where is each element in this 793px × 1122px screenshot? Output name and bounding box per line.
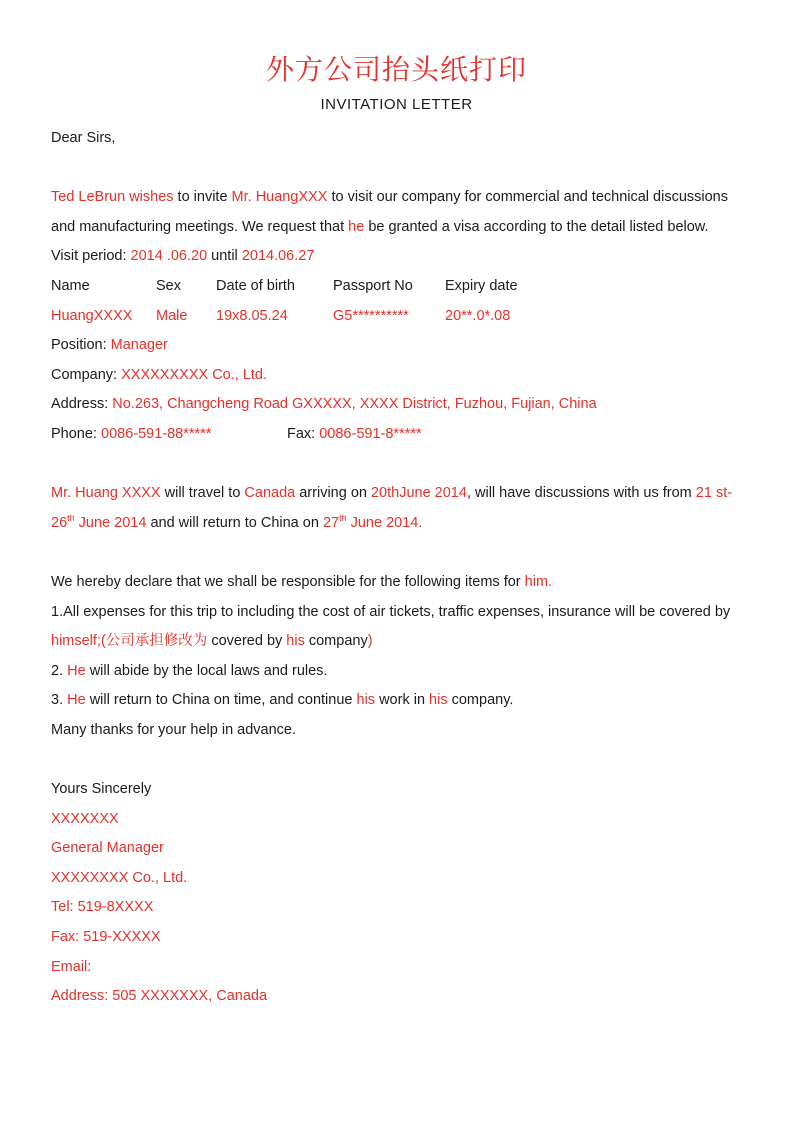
phone-fax-line xyxy=(51,420,742,450)
visit-period xyxy=(51,242,742,272)
text-segment: Mr. HuangXXX xyxy=(231,189,328,206)
text-segment: covered by xyxy=(207,633,287,650)
text-segment: Dear Sirs, xyxy=(51,130,116,146)
text-segment: June 2014 xyxy=(74,514,147,531)
table-cell xyxy=(445,302,742,332)
table-cell xyxy=(156,302,216,332)
text-segment: 20**.0*.08 xyxy=(445,307,511,324)
blank-line xyxy=(51,745,742,775)
text-segment: XXXXXXXXX Co., Ltd. xyxy=(121,366,268,383)
signer-address xyxy=(51,982,742,1012)
text-segment: Fax: xyxy=(287,425,320,442)
thanks-line xyxy=(51,716,742,746)
text-segment: 19x8.05.24 xyxy=(216,307,288,324)
table-cell xyxy=(51,420,287,450)
text-segment: Manager xyxy=(110,337,168,354)
text-segment: will travel to xyxy=(160,485,245,502)
text-segment: himself;(公司承担修改为 xyxy=(51,633,208,650)
address-line xyxy=(51,390,742,420)
table-cell xyxy=(333,272,445,302)
text-segment: Position: xyxy=(51,337,111,354)
text-segment: 0086-591-88***** xyxy=(101,425,212,442)
position-line xyxy=(51,331,742,361)
text-segment: him. xyxy=(524,573,553,590)
table-cell xyxy=(333,302,445,332)
text-segment: , will have discussions with us from xyxy=(466,485,696,502)
person-table-header xyxy=(51,272,742,302)
table-cell xyxy=(287,420,742,450)
document-subtitle: INVITATION LETTER xyxy=(320,96,473,113)
blank-line xyxy=(51,450,742,480)
text-segment: XXXXXXXX Co., Ltd. xyxy=(51,869,188,886)
text-segment: 2. xyxy=(51,662,68,679)
person-table-values xyxy=(51,302,742,332)
text-segment: be granted a visa according to the detail listed below. xyxy=(364,218,709,235)
text-segment: to visit our company for commercial and technical discussions and manufacturing meetings. We request that xyxy=(51,189,733,235)
table-cell xyxy=(216,272,333,302)
text-segment: 1.All expenses for this trip to including the cost of air tickets, traffic expenses, insurance will be covered by xyxy=(51,603,735,620)
text-segment: Many thanks for your help in advance. xyxy=(51,721,297,738)
item-1 xyxy=(51,598,742,657)
declaration-line xyxy=(51,568,742,598)
document-title: 外方公司抬头纸打印 xyxy=(265,53,527,86)
text-segment: 21 st-26 xyxy=(51,485,733,531)
text-segment: company. xyxy=(447,692,514,709)
text-segment: XXXXXXX xyxy=(51,810,119,827)
signer-fax xyxy=(51,923,742,953)
text-segment: He xyxy=(67,692,86,709)
text-segment: will abide by the local laws and rules. xyxy=(85,662,328,679)
travel-paragraph xyxy=(51,479,742,538)
table-cell xyxy=(51,302,156,332)
signer-tel xyxy=(51,893,742,923)
text-segment: Visit period: xyxy=(51,248,131,265)
text-segment: until xyxy=(207,248,242,265)
text-segment: Expiry date xyxy=(445,277,518,294)
text-segment: his xyxy=(429,692,448,709)
text-segment: Tel: 519-8XXXX xyxy=(51,899,154,916)
text-segment: June 2014. xyxy=(346,514,423,531)
text-segment: he xyxy=(348,218,365,235)
text-segment: Phone: xyxy=(51,425,101,442)
letter-body xyxy=(51,124,742,1012)
text-segment: to invite xyxy=(173,189,232,206)
text-segment: and will return to China on xyxy=(146,514,323,531)
text-segment: Male xyxy=(156,307,188,324)
text-segment: arriving on xyxy=(295,485,371,502)
text-segment: Ted LeBrun wishes xyxy=(51,189,174,206)
text-segment: 20thJune 2014 xyxy=(370,485,467,502)
item-3 xyxy=(51,686,742,716)
closing-line xyxy=(51,775,742,805)
text-segment: 27 xyxy=(322,514,340,531)
text-segment: will return to China on time, and continue xyxy=(85,692,357,709)
salutation xyxy=(51,124,742,154)
text-segment: th xyxy=(67,512,75,523)
text-segment: Date of birth xyxy=(216,277,295,294)
text-segment: Fax: 519-XXXXX xyxy=(51,929,161,946)
signer-name xyxy=(51,805,742,835)
blank-line xyxy=(51,154,742,184)
table-cell xyxy=(156,272,216,302)
text-segment: his xyxy=(286,633,305,650)
text-segment: Company: xyxy=(51,366,122,383)
text-segment: Name xyxy=(51,277,90,294)
text-segment: Mr. Huang XXXX xyxy=(51,485,161,502)
text-segment: 0086-591-8***** xyxy=(319,425,422,442)
text-segment: company xyxy=(304,633,368,650)
table-cell xyxy=(216,302,333,332)
table-cell xyxy=(445,272,742,302)
text-segment: 3. xyxy=(51,692,68,709)
table-cell xyxy=(51,272,156,302)
text-segment: Yours Sincerely xyxy=(51,781,152,798)
intro-paragraph xyxy=(51,183,742,242)
signer-email xyxy=(51,953,742,983)
blank-line xyxy=(51,538,742,568)
text-segment: G5********** xyxy=(333,307,409,324)
text-segment: his xyxy=(356,692,376,709)
text-segment: He xyxy=(67,662,86,679)
item-2 xyxy=(51,657,742,687)
text-segment: Canada xyxy=(244,485,296,502)
text-segment: No.263, Changcheng Road GXXXXX, XXXX District, Fuzhou, Fujian, China xyxy=(112,396,597,413)
text-segment: Address: 505 XXXXXXX, Canada xyxy=(51,988,268,1005)
text-segment: Email: xyxy=(51,958,92,975)
text-segment: work in xyxy=(375,692,430,709)
company-line xyxy=(51,361,742,391)
text-segment: We hereby declare that we shall be responsible for the following items for xyxy=(51,573,525,590)
text-segment: 2014 .06.20 xyxy=(130,248,208,265)
signer-title xyxy=(51,834,742,864)
text-segment: Passport No xyxy=(333,277,413,294)
text-segment: HuangXXXX xyxy=(51,307,133,324)
text-segment: ) xyxy=(367,633,373,650)
signer-company xyxy=(51,864,742,894)
text-segment: 2014.06.27 xyxy=(241,248,315,265)
text-segment: General Manager xyxy=(51,840,164,857)
text-segment: Sex xyxy=(156,277,181,294)
text-segment: Address: xyxy=(51,396,113,413)
text-segment: th xyxy=(339,512,347,523)
